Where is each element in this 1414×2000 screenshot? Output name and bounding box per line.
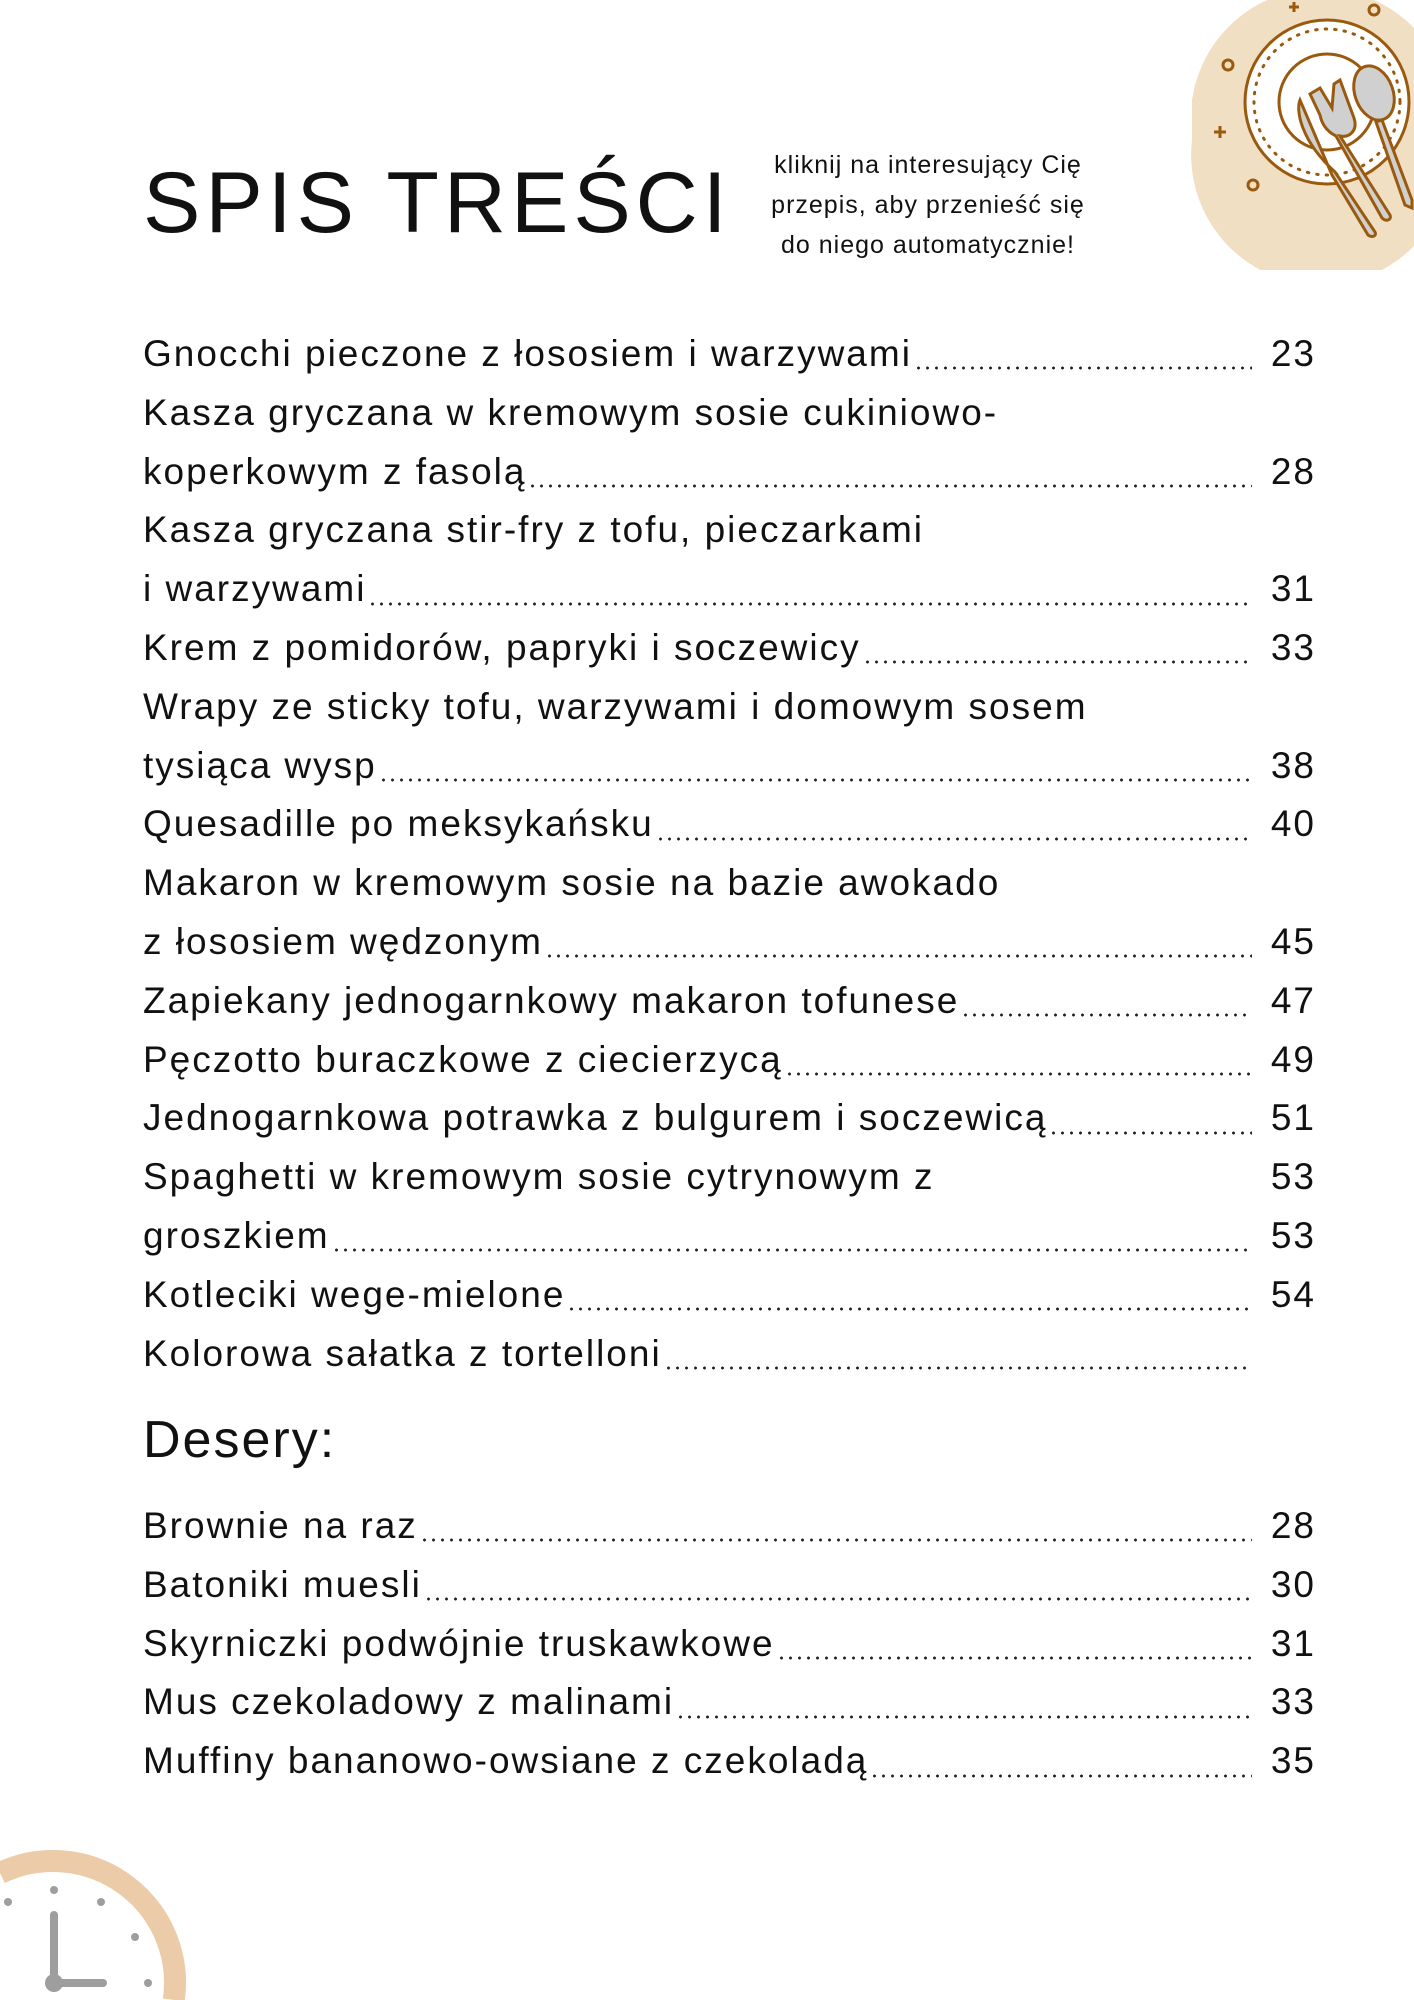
page-number: 49 — [1270, 1038, 1316, 1080]
toc-entry[interactable] — [143, 619, 1316, 678]
toc-entry-title: Zapiekany jednogarnkowy makaron tofunese — [143, 979, 960, 1021]
dot-leader — [1049, 1131, 1252, 1135]
instruction-line: przepis, aby przenieść się — [771, 191, 1085, 219]
clock-icon — [0, 1820, 220, 2000]
page-number: 54 — [1270, 1273, 1316, 1315]
toc-entry[interactable] — [143, 1031, 1316, 1090]
toc-entry-title: z łososiem wędzonym — [143, 920, 543, 962]
dot-leader — [656, 837, 1252, 841]
toc-entry-title: Spaghetti w kremowym sosie cytrynowym z — [143, 1156, 935, 1198]
page-number: 45 — [1270, 920, 1316, 962]
toc-entry[interactable] — [143, 795, 1316, 854]
toc-entry-title: Makaron w kremowym sosie na bazie awokado — [143, 862, 1001, 904]
instruction-text — [718, 145, 1138, 265]
page-number: 40 — [1270, 803, 1316, 845]
dot-leader — [528, 484, 1252, 488]
dot-leader — [424, 1597, 1252, 1601]
page-number: 47 — [1270, 979, 1316, 1021]
page-number: 30 — [1270, 1563, 1316, 1605]
recipe-toc-list — [143, 325, 1316, 1383]
toc-entry[interactable] — [143, 913, 1316, 972]
toc-entry-title: Batoniki muesli — [143, 1563, 422, 1605]
toc-entry-title: groszkiem — [143, 1214, 330, 1256]
dot-leader — [785, 1072, 1252, 1076]
toc-entry-title: Kasza gryczana w kremowym sosie cukiniowo- — [143, 391, 999, 433]
toc-entry-title: Mus czekoladowy z malinami — [143, 1681, 675, 1723]
page-number: 35 — [1270, 1740, 1316, 1782]
page-number: 53 — [1270, 1156, 1316, 1198]
plate-cutlery-icon — [1150, 0, 1414, 270]
dot-leader — [676, 1715, 1252, 1719]
toc-entry[interactable] — [143, 443, 1316, 502]
page-title: SPIS TREŚCI — [143, 155, 732, 251]
toc-entry-title: Wrapy ze sticky tofu, warzywami i domowym sosem — [143, 685, 1088, 727]
toc-entry-title: Muffiny bananowo-owsiane z czekoladą — [143, 1740, 869, 1782]
instruction-line: kliknij na interesujący Cię — [774, 151, 1082, 179]
dot-leader — [379, 778, 1252, 782]
dot-leader — [545, 954, 1252, 958]
desserts-heading: Desery: — [143, 1411, 337, 1469]
page-number: 33 — [1270, 1681, 1316, 1723]
toc-entry[interactable] — [143, 1266, 1316, 1325]
page-number: 31 — [1270, 1622, 1316, 1664]
toc-entry[interactable] — [143, 678, 1316, 737]
toc-entry-title: Skyrniczki podwójnie truskawkowe — [143, 1622, 775, 1664]
toc-entry-title: Quesadille po meksykańsku — [143, 803, 654, 845]
toc-entry[interactable] — [143, 737, 1316, 796]
dot-leader — [332, 1248, 1252, 1252]
toc-entry-title: tysiąca wysp — [143, 744, 377, 786]
toc-entry[interactable] — [143, 560, 1316, 619]
toc-entry-title: Brownie na raz — [143, 1505, 418, 1546]
page-number: 31 — [1270, 568, 1316, 610]
toc-entry[interactable] — [143, 1615, 1316, 1674]
dessert-toc-list — [143, 1497, 1316, 1791]
toc-entry[interactable] — [143, 1089, 1316, 1148]
page-number: 38 — [1270, 744, 1316, 786]
toc-entry-title: Kasza gryczana stir-fry z tofu, pieczarkami — [143, 509, 924, 551]
instruction-line: do niego automatycznie! — [780, 231, 1075, 259]
page-number: 51 — [1270, 1097, 1316, 1139]
dot-leader — [863, 660, 1252, 664]
toc-entry-title: Kolorowa sałatka z tortelloni — [143, 1332, 662, 1374]
toc-entry[interactable] — [143, 501, 1316, 560]
page-number: 28 — [1270, 1505, 1316, 1546]
toc-entry[interactable] — [143, 854, 1316, 913]
dot-leader — [368, 602, 1252, 606]
toc-entry-title: Pęczotto buraczkowe z ciecierzycą — [143, 1038, 783, 1080]
toc-entry-title: Krem z pomidorów, papryki i soczewicy — [143, 626, 861, 668]
dot-leader — [870, 1774, 1252, 1778]
toc-entry[interactable] — [143, 1325, 1316, 1384]
toc-entry[interactable] — [143, 1148, 1316, 1207]
toc-entry[interactable] — [143, 1207, 1316, 1266]
toc-entry[interactable] — [143, 972, 1316, 1031]
dot-leader — [567, 1307, 1252, 1311]
page-number: 53 — [1270, 1214, 1316, 1256]
toc-entry-title: Gnocchi pieczone z łososiem i warzywami — [143, 333, 912, 374]
toc-entry-title: i warzywami — [143, 568, 367, 610]
toc-entry-title: Kotleciki wege-mielone — [143, 1273, 566, 1315]
dot-leader — [914, 366, 1252, 370]
dot-leader — [961, 1013, 1252, 1017]
toc-entry-title: koperkowym z fasolą — [143, 450, 527, 492]
dot-leader — [420, 1538, 1252, 1542]
toc-entry[interactable] — [143, 1497, 1316, 1556]
toc-entry-title: Jednogarnkowa potrawka z bulgurem i soczewicą — [143, 1097, 1048, 1139]
toc-entry[interactable] — [143, 1732, 1316, 1791]
dot-leader — [777, 1656, 1252, 1660]
toc-entry[interactable] — [143, 1556, 1316, 1615]
toc-entry[interactable] — [143, 325, 1316, 384]
page-number: 28 — [1270, 450, 1316, 492]
toc-entry[interactable] — [143, 384, 1316, 443]
toc-entry[interactable] — [143, 1673, 1316, 1732]
page-number: 33 — [1270, 626, 1316, 668]
page-number: 23 — [1270, 333, 1316, 374]
dot-leader — [664, 1366, 1252, 1370]
